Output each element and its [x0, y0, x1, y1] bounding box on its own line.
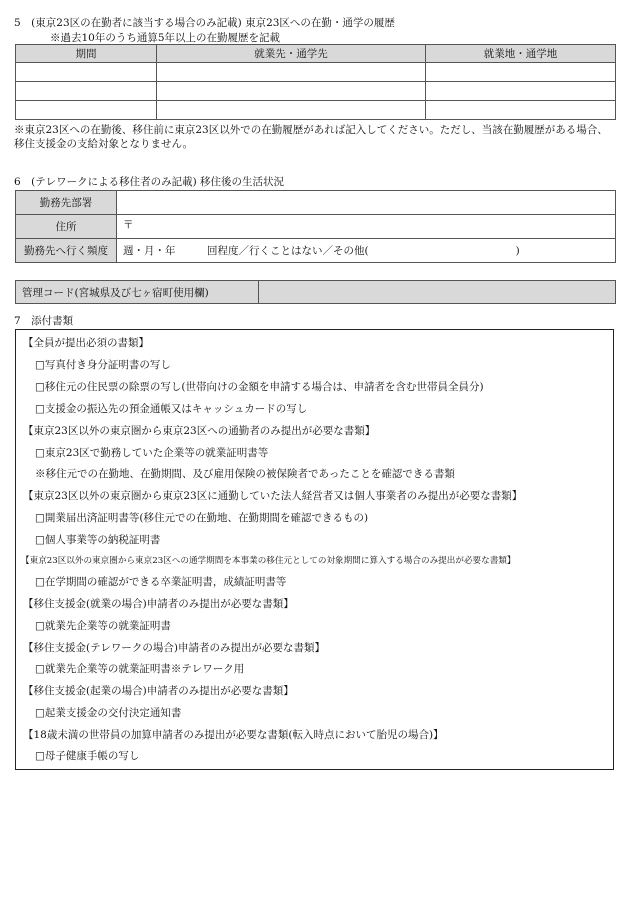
employer-cell[interactable]: [157, 101, 426, 120]
doc-item[interactable]: □就業先企業等の就業証明書※テレワーク用: [35, 663, 245, 675]
living-situation-table: [15, 190, 616, 263]
management-code-table: [15, 280, 616, 304]
doc-item[interactable]: □起業支援金の交付決定通知書: [35, 707, 182, 719]
work-history-header-row: [16, 45, 616, 63]
table-row: [16, 239, 616, 263]
location-cell[interactable]: [426, 101, 616, 120]
doc-header: 【移住支援金(テレワークの場合)申請者のみ提出が必要な書類】: [23, 642, 325, 654]
management-code-label: 管理コード(宮城県及び七ヶ宿町使用欄): [16, 281, 259, 304]
attachments-box: [15, 329, 614, 770]
section5-subtitle: ※過去10年のうち通算5年以上の在勤履歴を記載: [50, 32, 281, 44]
doc-item[interactable]: □移住元の住民票の除票の写し(世帯向けの金額を申請する場合は、申請者を含む世帯員全員分): [35, 381, 484, 393]
doc-item[interactable]: □開業届出済証明書等(移住元での在勤地、在勤期間を確認できるもの): [35, 512, 369, 524]
table-row: [16, 281, 616, 304]
doc-header: 【東京23区以外の東京圏から東京23区への通学期間を本事業の移住元としての対象期間に算入する場合のみ提出が必要な書類】: [21, 556, 516, 566]
column-header-employer: 就業先・通学先: [157, 45, 426, 63]
doc-item[interactable]: □写真付き身分証明書の写し: [35, 359, 171, 371]
doc-item[interactable]: □個人事業等の納税証明書: [35, 534, 161, 546]
location-cell[interactable]: [426, 63, 616, 82]
period-cell[interactable]: [16, 63, 157, 82]
doc-header: 【全員が提出必須の書類】: [23, 337, 149, 349]
doc-header: 【移住支援金(起業の場合)申請者のみ提出が必要な書類】: [23, 685, 294, 697]
location-cell[interactable]: [426, 82, 616, 101]
commute-frequency-field[interactable]: 週・月・年 回程度／行くことはない／その他( ): [117, 239, 616, 263]
doc-note: ※移住元での在勤地、在勤期間、及び雇用保険の被保険者であったことを確認できる書類: [35, 468, 455, 480]
period-cell[interactable]: [16, 82, 157, 101]
period-cell[interactable]: [16, 101, 157, 120]
address-label: 住所: [16, 215, 117, 239]
column-header-period: 期間: [16, 45, 157, 63]
table-row: [16, 215, 616, 239]
section5-title: 5 (東京23区の在勤者に該当する場合のみ記載) 東京23区への在勤・通学の履歴: [14, 17, 395, 29]
department-label: 勤務先部署: [16, 191, 117, 215]
employer-cell[interactable]: [157, 63, 426, 82]
work-history-table: [15, 44, 616, 120]
column-header-location: 就業地・通学地: [426, 45, 616, 63]
doc-item[interactable]: □在学期間の確認ができる卒業証明書，成績証明書等: [35, 576, 287, 588]
doc-item[interactable]: □母子健康手帳の写し: [35, 750, 140, 762]
table-row: [16, 191, 616, 215]
doc-item[interactable]: □東京23区で勤務していた企業等の就業証明書等: [35, 447, 269, 459]
doc-header: 【東京23区以外の東京圏から東京23区に通勤していた法人経営者又は個人事業者のみ提出が必要な書類】: [23, 490, 523, 502]
doc-item[interactable]: □就業先企業等の就業証明書: [35, 620, 171, 632]
table-row: [16, 82, 616, 101]
department-field[interactable]: [117, 191, 616, 215]
address-field[interactable]: 〒: [117, 215, 616, 239]
table-row: [16, 101, 616, 120]
doc-header: 【東京23区以外の東京圏から東京23区への通勤者のみ提出が必要な書類】: [23, 425, 376, 437]
doc-header: 【18歳未満の世帯員の加算申請者のみ提出が必要な書類(転入時点において胎児の場合)】: [23, 729, 444, 741]
table-row: [16, 63, 616, 82]
management-code-field[interactable]: [259, 281, 616, 304]
section7-title: 7 添付書類: [14, 315, 74, 327]
doc-header: 【移住支援金(就業の場合)申請者のみ提出が必要な書類】: [23, 598, 294, 610]
commute-frequency-label: 勤務先へ行く頻度: [16, 239, 117, 263]
section6-title: 6 (テレワークによる移住者のみ記載) 移住後の生活状況: [14, 176, 284, 188]
section5-note: ※東京23区への在勤後、移住前に東京23区以外での在勤履歴があれば記入してください。ただし、当該在勤履歴がある場合、移住支援金の支給対象となりません。: [14, 124, 608, 150]
doc-item[interactable]: □支援金の振込先の預金通帳又はキャッシュカードの写し: [35, 403, 308, 415]
employer-cell[interactable]: [157, 82, 426, 101]
